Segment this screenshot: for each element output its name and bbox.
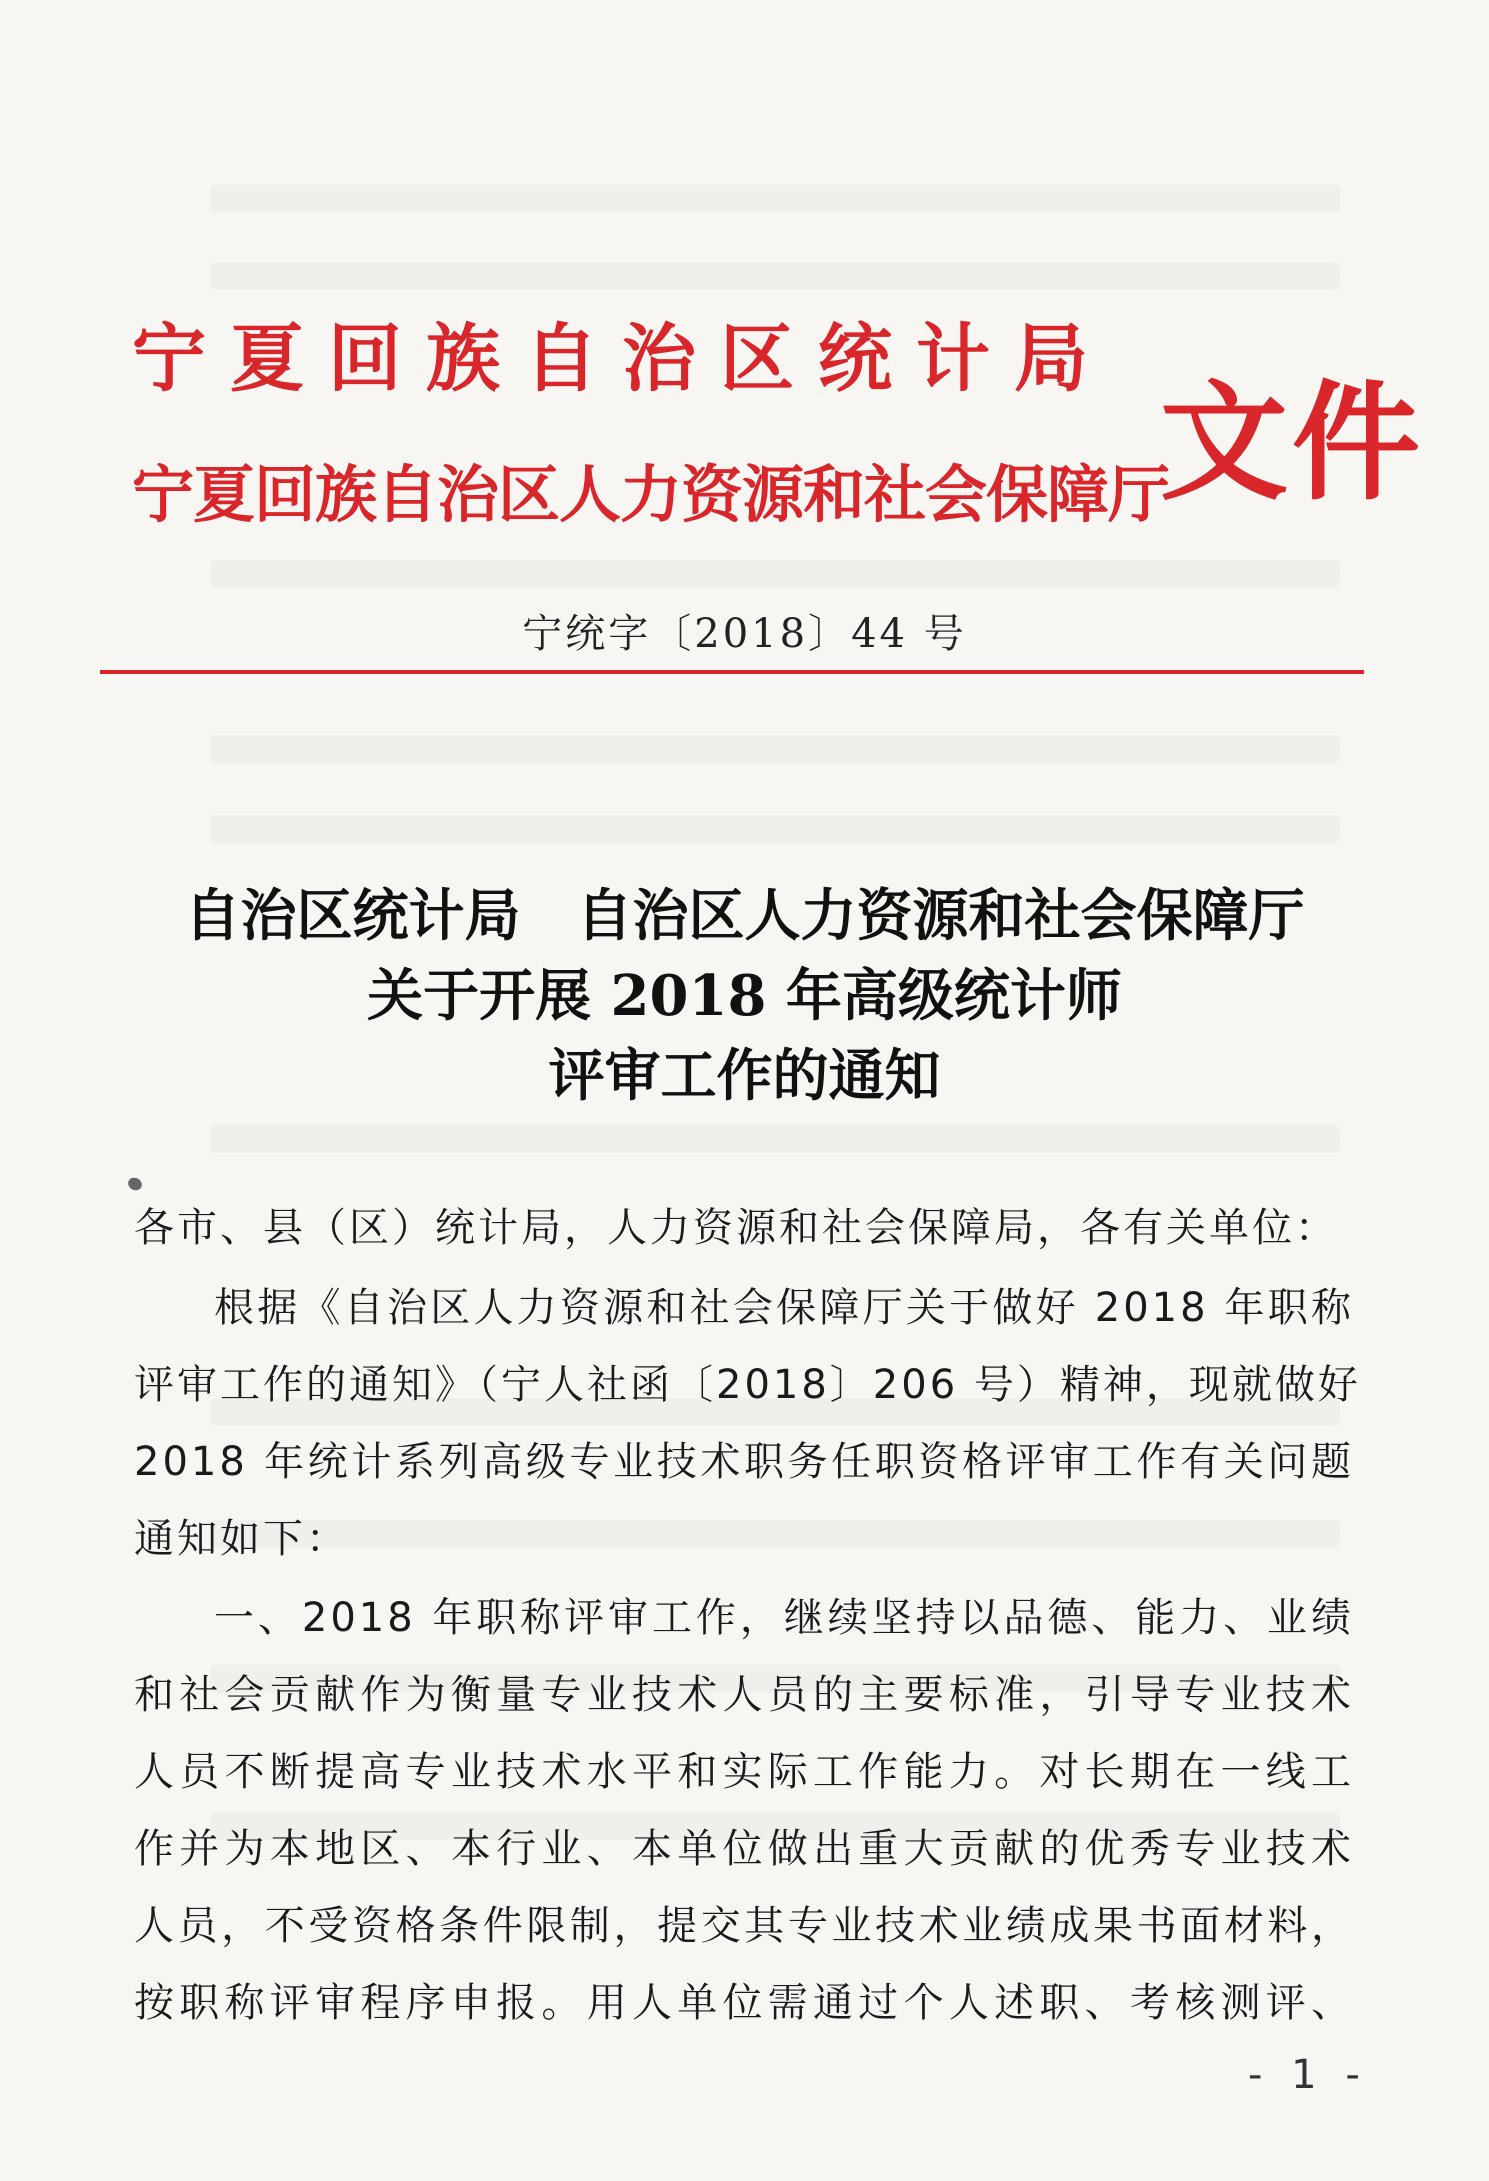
title-line-1: 自治区统计局 自治区人力资源和社会保障厅	[184, 883, 1305, 949]
body-line: 2018 年统计系列高级专业技术职务任职资格评审工作有关问题	[134, 1439, 1354, 1485]
show-through-texture	[210, 735, 1340, 763]
document-label: 文件	[1160, 368, 1425, 518]
scan-speck	[126, 1175, 144, 1192]
issuer-line-2: 宁夏回族自治区人力资源和社会保障厅	[132, 458, 1170, 531]
show-through-texture	[210, 1125, 1340, 1153]
body-line: 评审工作的通知》（宁人社函〔2018〕206 号）精神，现就做好	[134, 1362, 1361, 1408]
body-line: 人员，不受资格条件限制，提交其专业技术业绩成果书面材料，	[134, 1903, 1354, 1949]
body-line: 按职称评审程序申报。用人单位需通过个人述职、考核测评、	[134, 1980, 1354, 2026]
show-through-texture	[210, 262, 1340, 290]
issuer-line-1: 宁夏回族自治区统计局	[132, 316, 1112, 402]
red-divider	[100, 670, 1364, 674]
page-number: - 1 -	[1248, 2052, 1368, 2098]
body-line: 根据《自治区人力资源和社会保障厅关于做好 2018 年职称	[214, 1285, 1354, 1331]
body-line: 作并为本地区、本行业、本单位做出重大贡献的优秀专业技术	[134, 1826, 1354, 1872]
show-through-texture	[210, 815, 1340, 843]
show-through-texture	[210, 560, 1340, 588]
body-line: 和社会贡献作为衡量专业技术人员的主要标准，引导专业技术	[134, 1672, 1354, 1718]
body-line: 一、2018 年职称评审工作，继续坚持以品德、能力、业绩	[214, 1595, 1354, 1641]
body-line: 通知如下：	[134, 1516, 349, 1562]
title-line-2: 关于开展 2018 年高级统计师	[367, 963, 1122, 1029]
salutation: 各市、县（区）统计局，人力资源和社会保障局，各有关单位：	[134, 1205, 1338, 1251]
show-through-texture	[210, 185, 1340, 213]
body-line: 人员不断提高专业技术水平和实际工作能力。对长期在一线工	[134, 1749, 1354, 1795]
document-number: 宁统字〔2018〕44 号	[522, 611, 967, 657]
title-line-3: 评审工作的通知	[548, 1043, 941, 1109]
